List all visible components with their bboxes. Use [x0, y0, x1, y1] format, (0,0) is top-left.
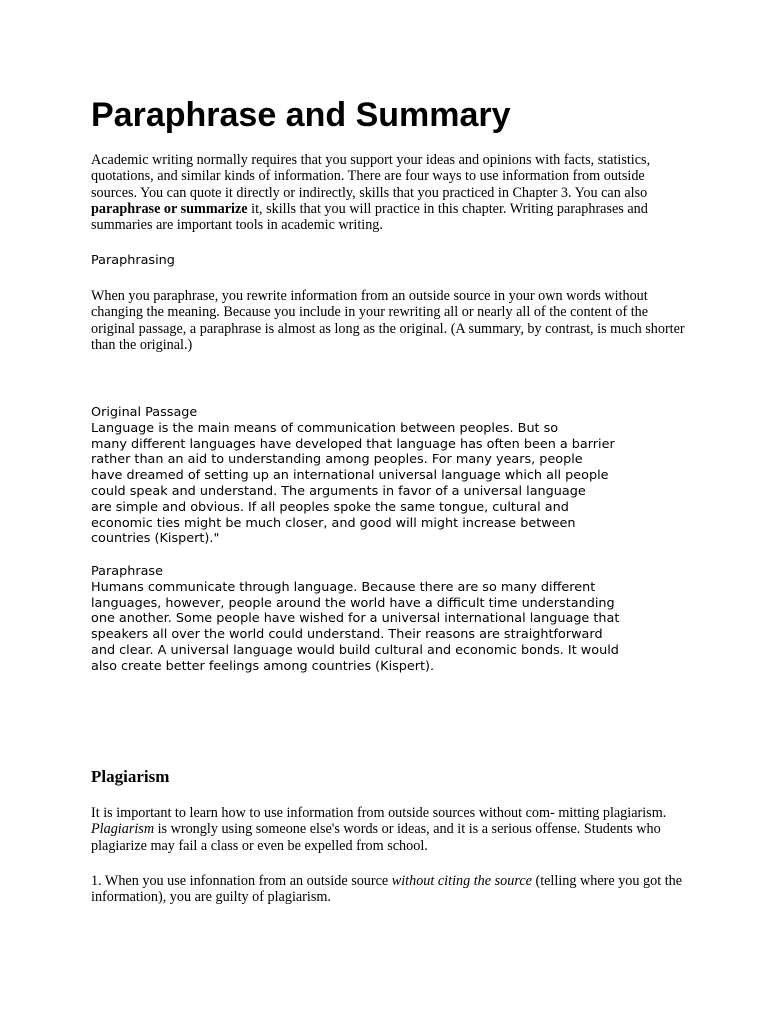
original-passage-line: have dreamed of setting up an international universal language which all people — [91, 468, 609, 484]
paraphrase-line: Humans communicate through language. Because there are so many different — [91, 579, 596, 595]
point-1-emphasis: without citing the source — [391, 873, 532, 889]
paraphrasing-line-3: original passage, a paraphrase is almost as long as the original. (A summary, by contrast, is much shorter — [91, 320, 685, 337]
point-1-line-2: information), you are guilty of plagiarism. — [91, 889, 331, 906]
original-passage-line: rather than an aid to understanding among peoples. For many years, people — [91, 452, 583, 468]
intro-line-2: quotations, and similar kinds of information. There are four ways to use information from outside — [91, 168, 645, 185]
paraphrasing-heading: Paraphrasing — [91, 253, 175, 268]
plagiarism-line-2-rest: is wrongly using someone else's words or ideas, and it is a serious offense. Students who — [154, 821, 661, 838]
paraphrasing-line-4: than the original.) — [91, 336, 193, 353]
original-passage-block — [91, 405, 615, 547]
intro-bold-phrase: paraphrase or summarize — [91, 200, 248, 217]
original-passage-line: countries (Kispert)." — [91, 531, 220, 547]
paraphrase-line: speakers all over the world could understand. Their reasons are straightforward — [91, 627, 603, 643]
original-passage-label: Original Passage — [91, 405, 198, 420]
plagiarism-line-2 — [91, 821, 681, 837]
paraphrasing-line-2: changing the meaning. Because you include in your rewriting all or nearly all of the content of the — [91, 304, 649, 321]
paraphrasing-paragraph — [91, 288, 685, 353]
plagiarism-line-3: plagiarize may fail a class or even be expelled from school. — [91, 837, 428, 854]
paraphrase-line: also create better feelings among countries (Kispert). — [91, 658, 435, 674]
original-passage-line: are simple and obvious. If all peoples spoke the same tongue, cultural and — [91, 499, 569, 515]
paraphrasing-line-1: When you paraphrase, you rewrite information from an outside source in your own words without — [91, 288, 648, 304]
plagiarism-term: Plagiarism — [91, 821, 155, 838]
original-passage-line: economic ties might be much closer, and good will might increase between — [91, 515, 576, 531]
intro-line-3: sources. You can quote it directly or indirectly, skills that you practiced in Chapter 3. You can also — [91, 184, 648, 201]
plagiarism-heading: Plagiarism — [91, 767, 170, 786]
point-1-line-1 — [91, 873, 681, 889]
intro-line-4 — [91, 201, 681, 217]
intro-line-1: Academic writing normally requires that you support your ideas and opinions with facts, statistics, — [91, 152, 651, 168]
paraphrase-block — [91, 564, 619, 675]
intro-line-5: summaries are important tools in academic writing. — [91, 217, 383, 234]
original-passage-line: could speak and understand. The arguments in favor of a universal language — [91, 483, 586, 499]
paraphrase-line: languages, however, people around the world have a difficult time understanding — [91, 595, 615, 611]
intro-paragraph — [91, 152, 681, 233]
point-1-end: (telling where you got the — [531, 873, 683, 889]
paraphrase-line: one another. Some people have wished for a universal international language that — [91, 611, 620, 627]
original-passage-line: Language is the main means of communication between peoples. But so — [91, 420, 559, 436]
intro-line-4-rest: it, skills that you will practice in this chapter. Writing paraphrases and — [247, 200, 648, 217]
original-passage-line: many different languages have developed that language has often been a barrier — [91, 436, 615, 452]
point-1-start: 1. When you use infonnation from an outside source — [91, 873, 392, 889]
plagiarism-paragraph — [91, 805, 681, 854]
plagiarism-point-1 — [91, 873, 681, 906]
paraphrase-line: and clear. A universal language would build cultural and economic bonds. It would — [91, 642, 619, 658]
paraphrase-label: Paraphrase — [91, 564, 163, 579]
page-title: Paraphrase and Summary — [91, 96, 511, 134]
plagiarism-line-1: It is important to learn how to use information from outside sources without com- mitting plagiarism. — [91, 805, 667, 821]
